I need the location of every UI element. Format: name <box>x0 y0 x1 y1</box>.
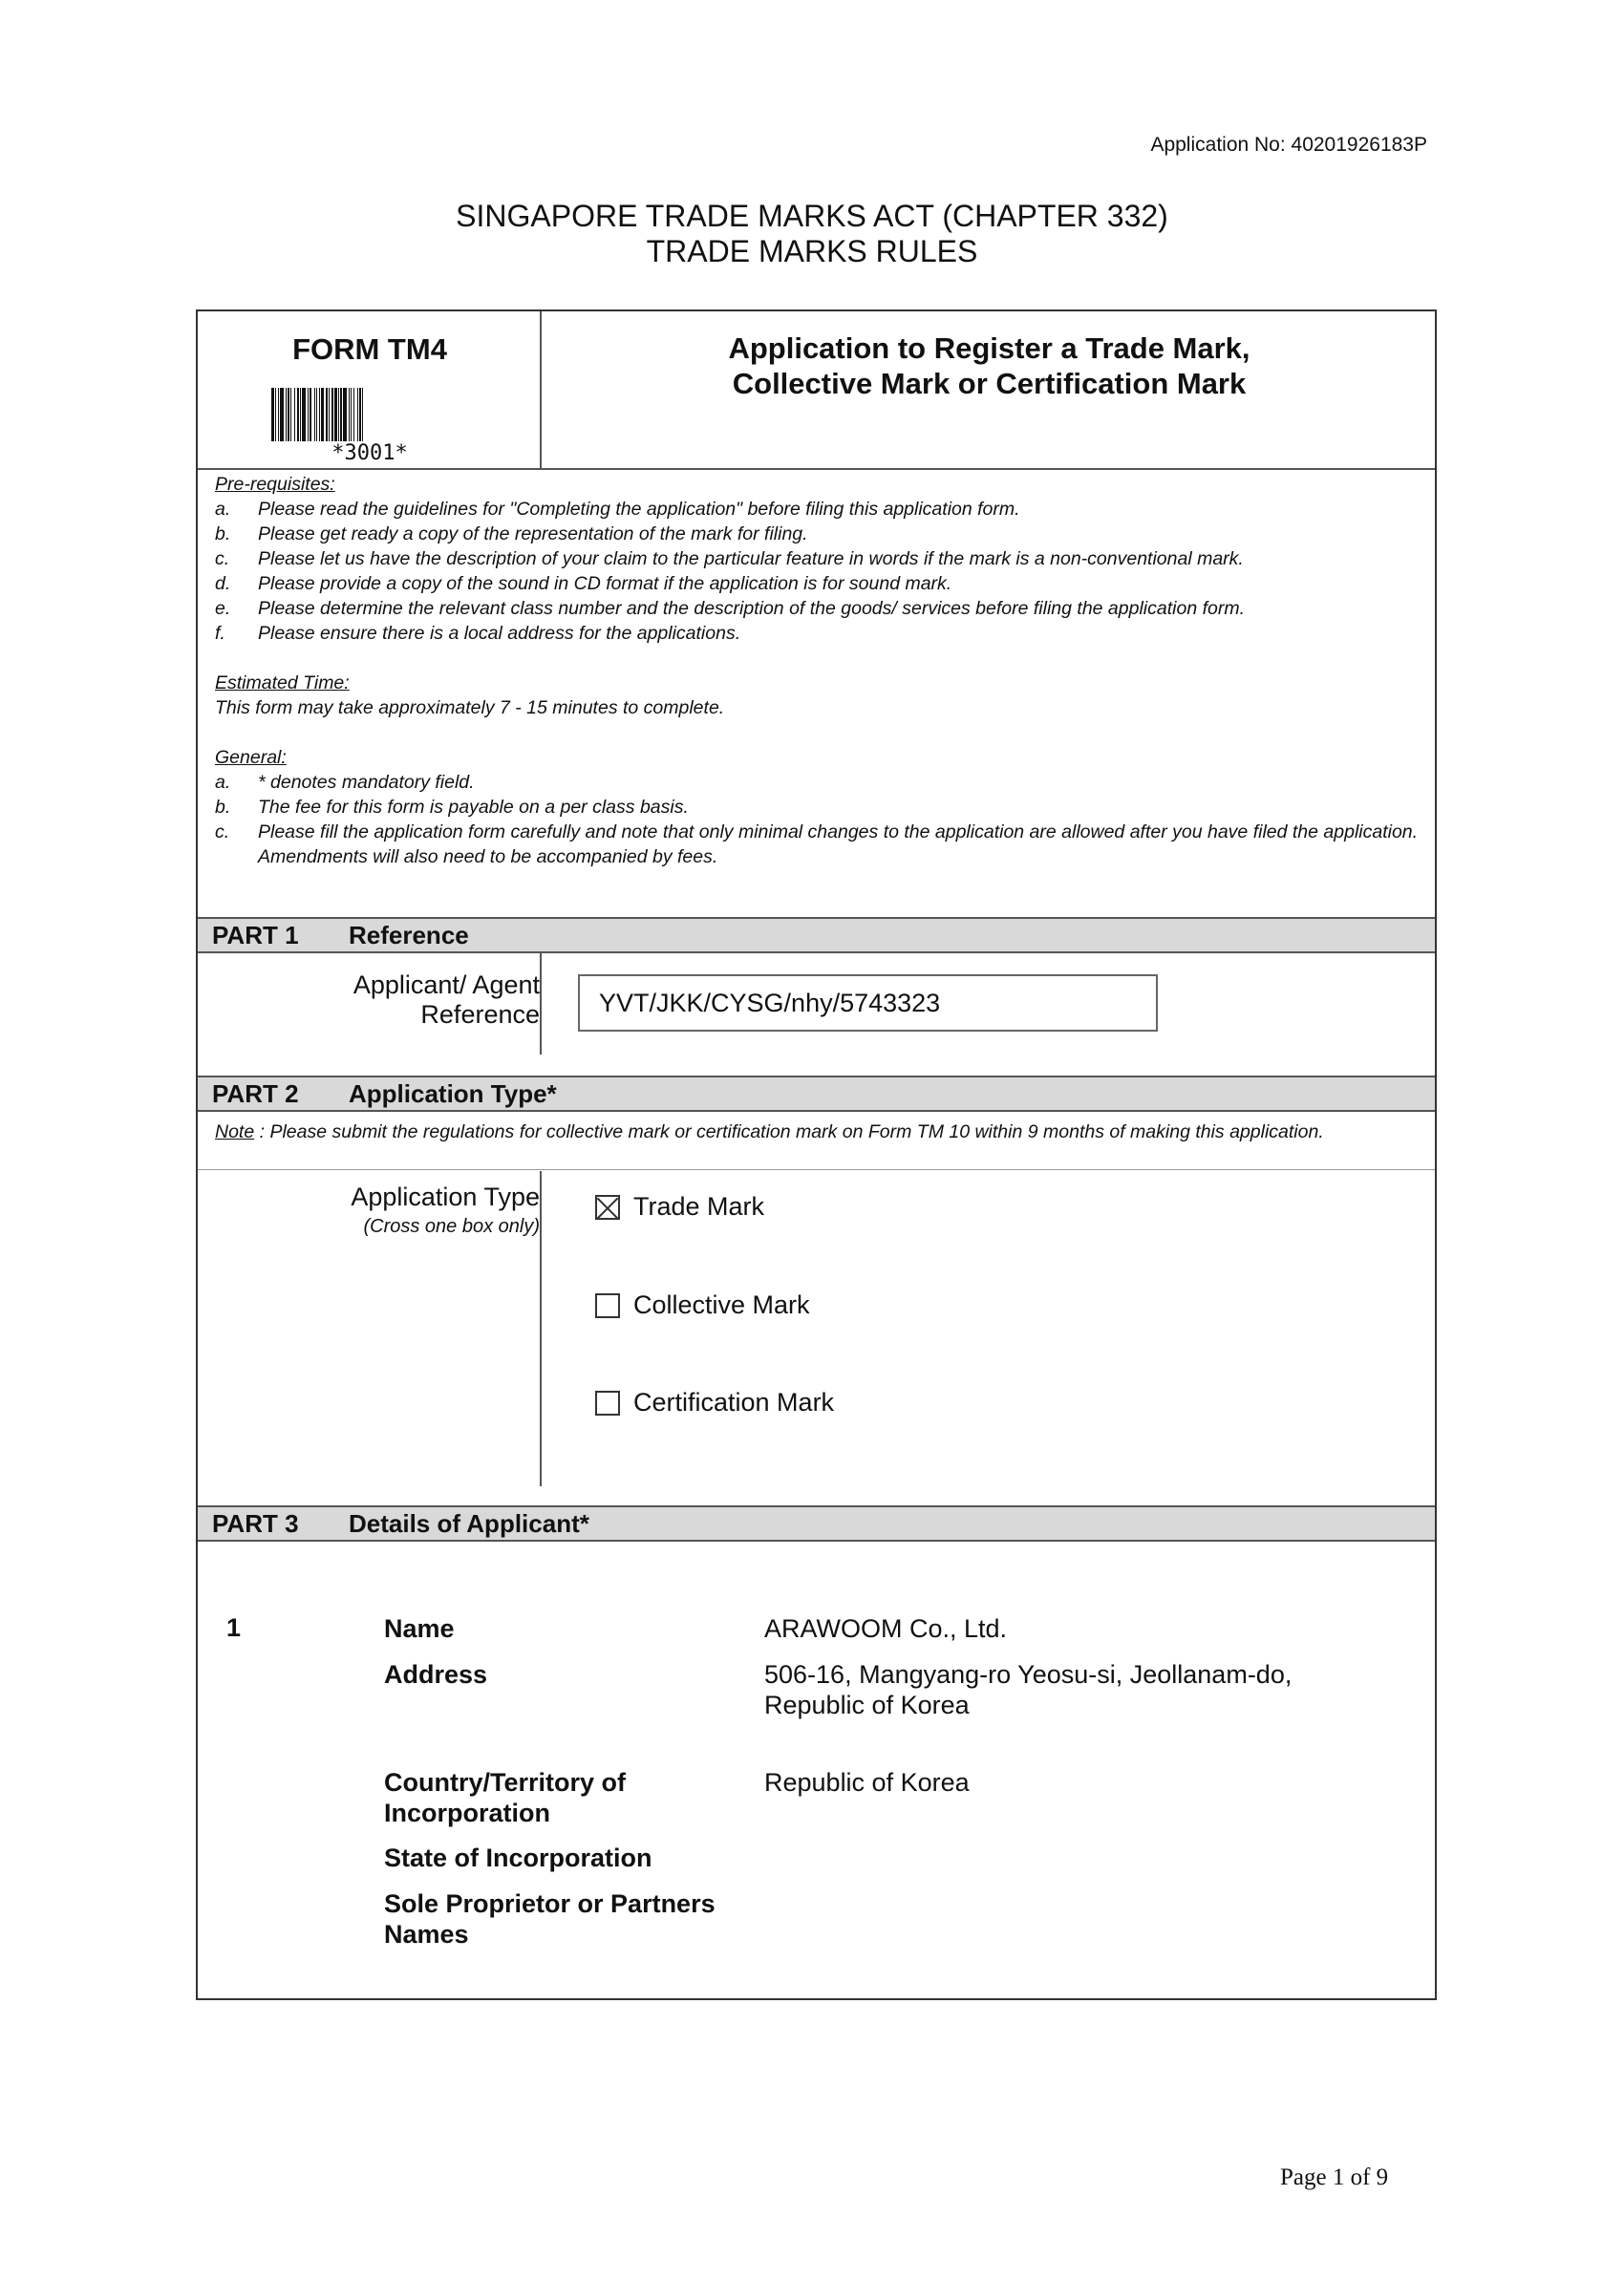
application-type-label-text: Application Type <box>351 1183 540 1211</box>
part3-number: PART 3 <box>212 1509 299 1538</box>
prereq-item-text: Please let us have the description of your claim to the particular feature in words if the mark is a non-conventional mark. <box>258 548 1244 569</box>
address-value <box>764 1659 1376 1720</box>
applicant-index: 1 <box>226 1613 242 1642</box>
barcode-icon <box>271 388 467 441</box>
state-label: State of Incorporation <box>384 1844 652 1872</box>
option-trade-mark[interactable] <box>595 1192 764 1222</box>
instructions <box>215 472 1423 869</box>
general-item-marker: c. <box>215 821 230 842</box>
part3-header <box>198 1505 1435 1542</box>
part3-title: Details of Applicant* <box>349 1509 589 1538</box>
application-type-label <box>351 1183 540 1242</box>
reference-label <box>353 970 540 1030</box>
prereq-item <box>215 497 1423 522</box>
prereq-list <box>215 497 1423 646</box>
prereq-item-text: Please get ready a copy of the representation of the mark for filing. <box>258 523 808 544</box>
part1-number: PART 1 <box>212 921 299 949</box>
header-bottom-rule <box>198 468 1435 470</box>
general-heading: General: <box>215 747 287 768</box>
prereq-item-marker: e. <box>215 598 231 619</box>
address-label: Address <box>384 1660 488 1689</box>
page-number: Page 1 of 9 <box>1280 2164 1389 2190</box>
part1-divider <box>540 953 542 1055</box>
prereq-item-text: Please determine the relevant class number and the description of the goods/ services before filing the application form. <box>258 598 1245 619</box>
general-item-marker: b. <box>215 797 231 818</box>
country-label-line1: Country/Territory of <box>384 1768 627 1797</box>
prereq-item-marker: a. <box>215 499 231 520</box>
general-item-text: The fee for this form is payable on a per class basis. <box>258 797 689 818</box>
address-line2: Republic of Korea <box>764 1691 970 1719</box>
address-line1: 506-16, Mangyang-ro Yeosu-si, Jeollanam-do, <box>764 1660 1293 1689</box>
form-tm4 <box>196 309 1437 2000</box>
sole-proprietor-label <box>384 1888 747 1950</box>
prereq-item <box>215 546 1423 571</box>
sole-label-line2: Names <box>384 1920 469 1949</box>
part2-note-rule <box>198 1169 1435 1170</box>
form-name: FORM TM4 <box>292 332 447 366</box>
prereq-item-text: Please provide a copy of the sound in CD format if the application is for sound mark. <box>258 573 952 594</box>
barcode-text: *3001* <box>331 441 408 465</box>
part2-header <box>198 1076 1435 1112</box>
reference-label-line2: Reference <box>420 1000 540 1029</box>
prereq-item <box>215 522 1423 546</box>
option-certification-mark[interactable] <box>595 1388 834 1418</box>
collective-mark-label: Collective Mark <box>633 1290 810 1319</box>
form-title <box>542 330 1437 401</box>
part2-title: Application Type* <box>349 1079 557 1108</box>
form-title-line2: Collective Mark or Certification Mark <box>732 367 1247 400</box>
form-title-line1: Application to Register a Trade Mark, <box>728 331 1250 365</box>
prereq-item-marker: b. <box>215 523 231 544</box>
application-type-sublabel: (Cross one box only) <box>363 1216 540 1237</box>
country-value: Republic of Korea <box>764 1768 970 1797</box>
country-label <box>384 1767 747 1828</box>
document-title-line2: TRADE MARKS RULES <box>646 234 978 268</box>
part2-note-label: Note <box>215 1121 255 1142</box>
general-item-text: * denotes mandatory field. <box>258 772 475 793</box>
part2-divider <box>540 1171 542 1486</box>
reference-label-line1: Applicant/ Agent <box>353 970 540 999</box>
part2-note-text: : Please submit the regulations for collective mark or certification mark on Form TM 10 within 9 months of making this application. <box>254 1121 1324 1142</box>
general-item <box>215 820 1423 869</box>
prereq-item-marker: c. <box>215 548 230 569</box>
part2-number: PART 2 <box>212 1079 299 1108</box>
general-item <box>215 795 1423 820</box>
document-title-line1: SINGAPORE TRADE MARKS ACT (CHAPTER 332) <box>456 199 1168 233</box>
general-list <box>215 770 1423 869</box>
document-title <box>0 199 1624 269</box>
trade-mark-checkbox[interactable] <box>595 1195 620 1220</box>
time-heading: Estimated Time: <box>215 672 350 693</box>
general-item <box>215 770 1423 795</box>
part1-title: Reference <box>349 921 469 949</box>
name-value: ARAWOOM Co., Ltd. <box>764 1614 1008 1643</box>
part2-note <box>215 1119 1423 1144</box>
certification-mark-checkbox[interactable] <box>595 1391 620 1416</box>
part1-header <box>198 917 1435 953</box>
prereq-item <box>215 621 1423 646</box>
collective-mark-checkbox[interactable] <box>595 1293 620 1318</box>
prereq-item-text: Please ensure there is a local address for the applications. <box>258 623 741 644</box>
general-item-marker: a. <box>215 772 231 793</box>
prereq-item-text: Please read the guidelines for "Completing the application" before filing this application form. <box>258 499 1020 520</box>
prereq-heading: Pre-requisites: <box>215 474 335 495</box>
prereq-item <box>215 571 1423 596</box>
general-item-text: Please fill the application form carefully and note that only minimal changes to the application are allowed after you have filed the application. Amendments will also need to be accompanied by fees. <box>258 821 1419 867</box>
reference-field[interactable]: YVT/JKK/CYSG/nhy/5743323 <box>578 974 1158 1032</box>
trade-mark-label: Trade Mark <box>633 1192 765 1221</box>
prereq-item <box>215 596 1423 621</box>
option-collective-mark[interactable] <box>595 1290 810 1320</box>
prereq-item-marker: f. <box>215 623 225 644</box>
country-label-line2: Incorporation <box>384 1799 550 1827</box>
name-label: Name <box>384 1614 455 1643</box>
application-number: Application No: 40201926183P <box>1150 134 1427 156</box>
time-text: This form may take approximately 7 - 15 minutes to complete. <box>215 697 725 718</box>
sole-label-line1: Sole Proprietor or Partners <box>384 1889 716 1918</box>
prereq-item-marker: d. <box>215 573 231 594</box>
certification-mark-label: Certification Mark <box>633 1388 835 1417</box>
